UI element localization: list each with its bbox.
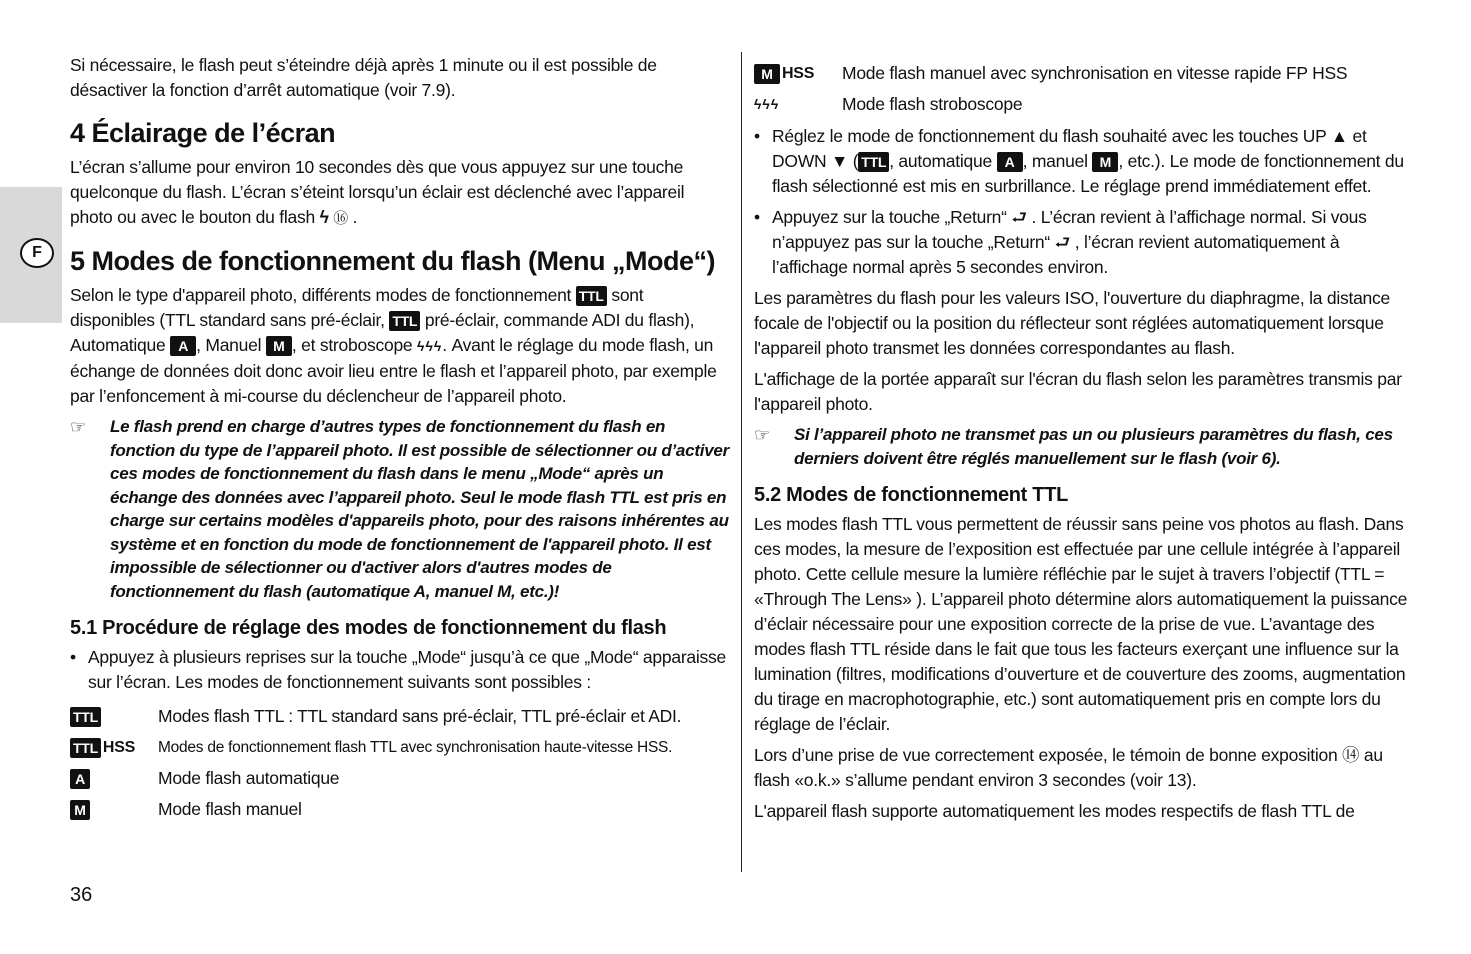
mode-row-ttl-hss: TTL HSS Modes de fonctionnement flash TTL avec synchronisation haute-vitesse HSS.	[70, 732, 730, 763]
ttl-badge-icon: TTL	[576, 286, 607, 306]
list-item: • Appuyez à plusieurs reprises sur la touche „Mode“ jusqu’à ce que „Mode“ apparaisse sur l’écran. Les modes de fonctionnement suivants sont possibles :	[70, 645, 730, 695]
range-paragraph: L'affichage de la portée apparaît sur l'écran du flash selon les paramètres transmis par l'appareil photo.	[754, 369, 1402, 414]
bullet-icon: •	[754, 207, 760, 227]
note-block	[754, 423, 1414, 470]
mode-row-ttl: TTL Modes flash TTL : TTL standard sans pré-éclair, TTL pré-éclair et ADI.	[70, 701, 730, 732]
flash-icon: ϟ	[319, 207, 329, 227]
strobe-icon: ϟϟϟ	[417, 338, 443, 354]
section-4-heading: 4 Éclairage de l’écran	[70, 118, 336, 148]
mode-row-manual: M Mode flash manuel	[70, 794, 730, 825]
intro-paragraph: Si nécessaire, le flash peut s’éteindre déjà après 1 minute ou il est possible de désactiver la fonction d’arrêt automatique (voir 7.9).	[70, 55, 657, 100]
note-block	[70, 415, 730, 603]
mode-row-manual-hss: M HSS Mode flash manuel avec synchronisation en vitesse rapide FP HSS	[754, 58, 1414, 89]
bullet-icon: •	[754, 126, 760, 146]
manual-badge-icon: M	[266, 336, 292, 356]
pointing-hand-icon: ☞	[70, 417, 86, 437]
column-divider	[741, 52, 742, 872]
section-5-paragraph: Selon le type d'appareil photo, différents modes de fonctionnement TTL sont disponibles (TTL standard sans pré-éclair, TTL pré-éclair, commande ADI du flash), Automatique A , Manuel M , et stroboscope ϟϟϟ. Avant le réglage du mode flash, un échange de données doit donc avoir lieu entre le flash et l’appareil photo, par exemple par l’enfoncement à mi-course du déclencheur de l’appareil photo.	[70, 285, 717, 406]
auto-badge-icon: A	[170, 336, 196, 356]
return-icon: ⮐	[1011, 207, 1027, 227]
pointing-hand-icon: ☞	[754, 425, 770, 445]
note-text: Si l’appareil photo ne transmet pas un ou plusieurs paramètres du flash, ces derniers doivent être réglés manuellement sur le flash (voir 6).	[794, 425, 1393, 468]
list-item: • Réglez le mode de fonctionnement du flash souhaité avec les touches UP ▲ et DOWN ▼ ( TTL , automatique A , manuel M , etc.). Le mode de fonctionnement du flash sélectionné est mis en surbrillance. Le réglage prend immédiatement effet.	[754, 124, 1414, 199]
section-4-paragraph: L’écran s’allume pour environ 10 secondes dès que vous appuyez sur une touche quelconque du flash. L’écran s’éteint lorsqu’un éclair est déclenché avec l’appareil photo ou avec le bouton du flash ϟ ⑯ .	[70, 157, 685, 227]
bullet-icon: •	[70, 647, 76, 667]
left-column	[70, 53, 730, 825]
section-5-1-heading: 5.1 Procédure de réglage des modes de fonctionnement du flash	[70, 617, 667, 639]
ttl-badge-icon: TTL	[858, 152, 889, 172]
manual-badge-icon: M	[1092, 152, 1118, 172]
ttl-badge-icon: TTL	[70, 707, 101, 727]
section-5-2-heading: 5.2 Modes de fonctionnement TTL	[754, 484, 1069, 506]
right-column	[754, 58, 1414, 830]
params-paragraph: Les paramètres du flash pour les valeurs ISO, l'ouverture du diaphragme, la distance focale de l'objectif ou la position du réflecteur sont réglées automatiquement lorsque l'appareil photo transmet les données correspondantes au flash.	[754, 288, 1391, 358]
page-number: 36	[70, 884, 93, 906]
ttl-badge-icon: TTL	[389, 311, 420, 331]
section-5-heading: 5 Modes de fonctionnement du flash (Menu „Mode“)	[70, 246, 716, 276]
support-paragraph: L'appareil flash supporte automatiquement les modes respectifs de flash TTL de	[754, 801, 1355, 821]
ref-16: ⑯	[333, 210, 349, 227]
language-tab-label: F	[20, 238, 54, 268]
manual-badge-icon: M	[754, 64, 780, 84]
ttl-paragraph: Les modes flash TTL vous permettent de réussir sans peine vos photos au flash. Dans ces modes, la mesure de l’exposition est effectuée par une cellule intégrée à l’appareil photo. Cette cellule mesure la lumière réfléchie par le sujet à travers l’objectif (TTL = «Through The Lens» ). L’appareil photo détermine alors automatiquement la puissance d’éclair nécessaire pour une exposition correcte de la prise de vue. L’avantage des modes flash TTL réside dans le fait que tous les facteurs exerçant une influence sur la lumination (filtres, modifications d’ouverture et de couverture des zooms, augmentation du tirage en macrophotographie, etc.) sont automatiquement pris en compte lors du réglage de l’éclair.	[754, 514, 1408, 734]
note-text: Le flash prend en charge d’autres types de fonctionnement du flash en fonction du type de l’appareil photo. Il est possible de sélectionner ou d’activer ces modes de fonctionnement du flash dans le menu „Mode“ après un échange des données avec l’appareil photo. Seul le mode flash TTL est pris en charge sur certains modèles d'appareils photo, pour des raisons inhérentes au système et en fonction du mode de fonctionnement de l'appareil photo. Il est impossible de sélectionner ou d'activer alors d'autres modes de fonctionnement du flash (automatique A, manuel M, etc.)!	[110, 417, 730, 601]
exposure-paragraph: Lors d’une prise de vue correctement exposée, le témoin de bonne exposition ⑭ au flash «o.k.» s’allume pendant environ 3 secondes (voir 13).	[754, 745, 1383, 790]
auto-badge-icon: A	[70, 769, 90, 789]
mode-row-strobe: ϟϟϟ Mode flash stroboscope	[754, 89, 1414, 120]
strobe-icon: ϟϟϟ	[754, 96, 780, 112]
return-icon: ⮐	[1054, 232, 1071, 252]
hss-label: HSS	[102, 739, 136, 756]
auto-badge-icon: A	[997, 152, 1023, 172]
mode-row-auto: A Mode flash automatique	[70, 763, 730, 794]
ttl-badge-icon: TTL	[70, 738, 101, 758]
manual-badge-icon: M	[70, 800, 90, 820]
list-item: • Appuyez sur la touche „Return“ ⮐ . L’écran revient à l’affichage normal. Si vous n’appuyez pas sur la touche „Return“ ⮐ , l’écran revient automatiquement à l’affichage normal après 5 secondes environ.	[754, 205, 1414, 280]
hss-label: HSS	[782, 65, 815, 82]
